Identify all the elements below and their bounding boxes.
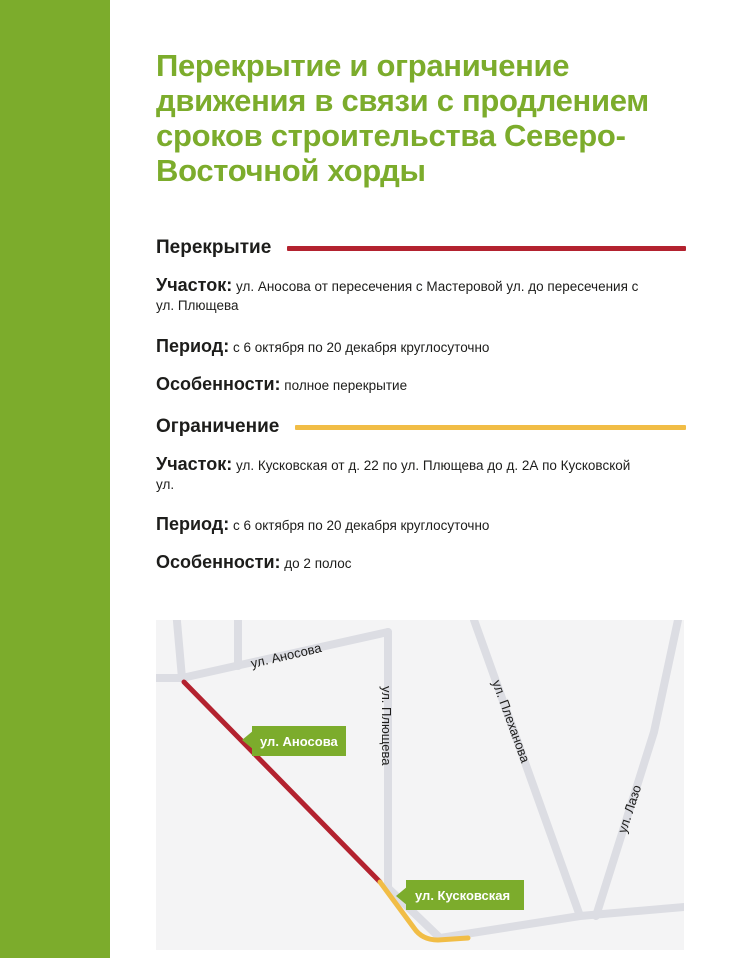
tag-anosova [242, 726, 346, 756]
closure-section-text: ул. Аносова от пересечения с Мастеровой ул. до пересечения с ул. Плющева [156, 279, 639, 313]
street-map-svg [156, 620, 684, 950]
restriction-section-row [156, 455, 646, 494]
green-side-bar [0, 0, 110, 958]
closure-period-row [156, 337, 646, 357]
label-street-plyushcheva: ул. Плющева [379, 686, 394, 766]
road-lazo [596, 620, 678, 916]
closure-features-row [156, 375, 646, 395]
page-title: Перекрытие и ограничение движения в связи с продлением сроков строительства Северо-Восточной хорды [156, 48, 649, 188]
road-top-left-vertical [176, 620, 182, 678]
road-plekhanova [474, 620, 580, 916]
restriction-period-row [156, 515, 646, 535]
closure-heading [156, 236, 686, 260]
restriction-heading [156, 415, 686, 439]
restriction-period-text: с 6 октября по 20 декабря круглосуточно [232, 518, 490, 533]
restriction-heading-label: Ограничение [156, 416, 280, 437]
restriction-yellow-line [295, 425, 686, 430]
restriction-period-label: Период: [156, 514, 230, 534]
closure-features-label: Особенности: [156, 374, 281, 394]
label-street-lazo: ул. Лазо [614, 783, 645, 835]
closure-segment-line [184, 682, 380, 882]
restriction-features-label: Особенности: [156, 552, 281, 572]
restriction-section-text: ул. Кусковская от д. 22 по ул. Плющева до д. 2А по Кусковской ул. [156, 458, 631, 492]
closure-section-row [156, 276, 646, 315]
street-map [156, 620, 684, 950]
closure-red-line [287, 246, 686, 251]
restriction-features-row [156, 553, 646, 573]
closure-section-label: Участок: [156, 275, 233, 295]
label-street-anosova: ул. Аносова [249, 640, 323, 671]
restriction-features-text: до 2 полос [284, 556, 352, 571]
closure-heading-label: Перекрытие [156, 237, 272, 258]
closure-period-label: Период: [156, 336, 230, 356]
closure-period-text: с 6 октября по 20 декабря круглосуточно [232, 340, 490, 355]
restriction-section-label: Участок: [156, 454, 233, 474]
tag-anosova-text: ул. Аносова [260, 734, 338, 749]
closure-features-text: полное перекрытие [284, 378, 408, 393]
label-street-plekhanova: ул. Плеханова [489, 677, 533, 765]
tag-kuskovskaya [396, 880, 524, 910]
tag-kuskovskaya-text: ул. Кусковская [415, 888, 511, 903]
